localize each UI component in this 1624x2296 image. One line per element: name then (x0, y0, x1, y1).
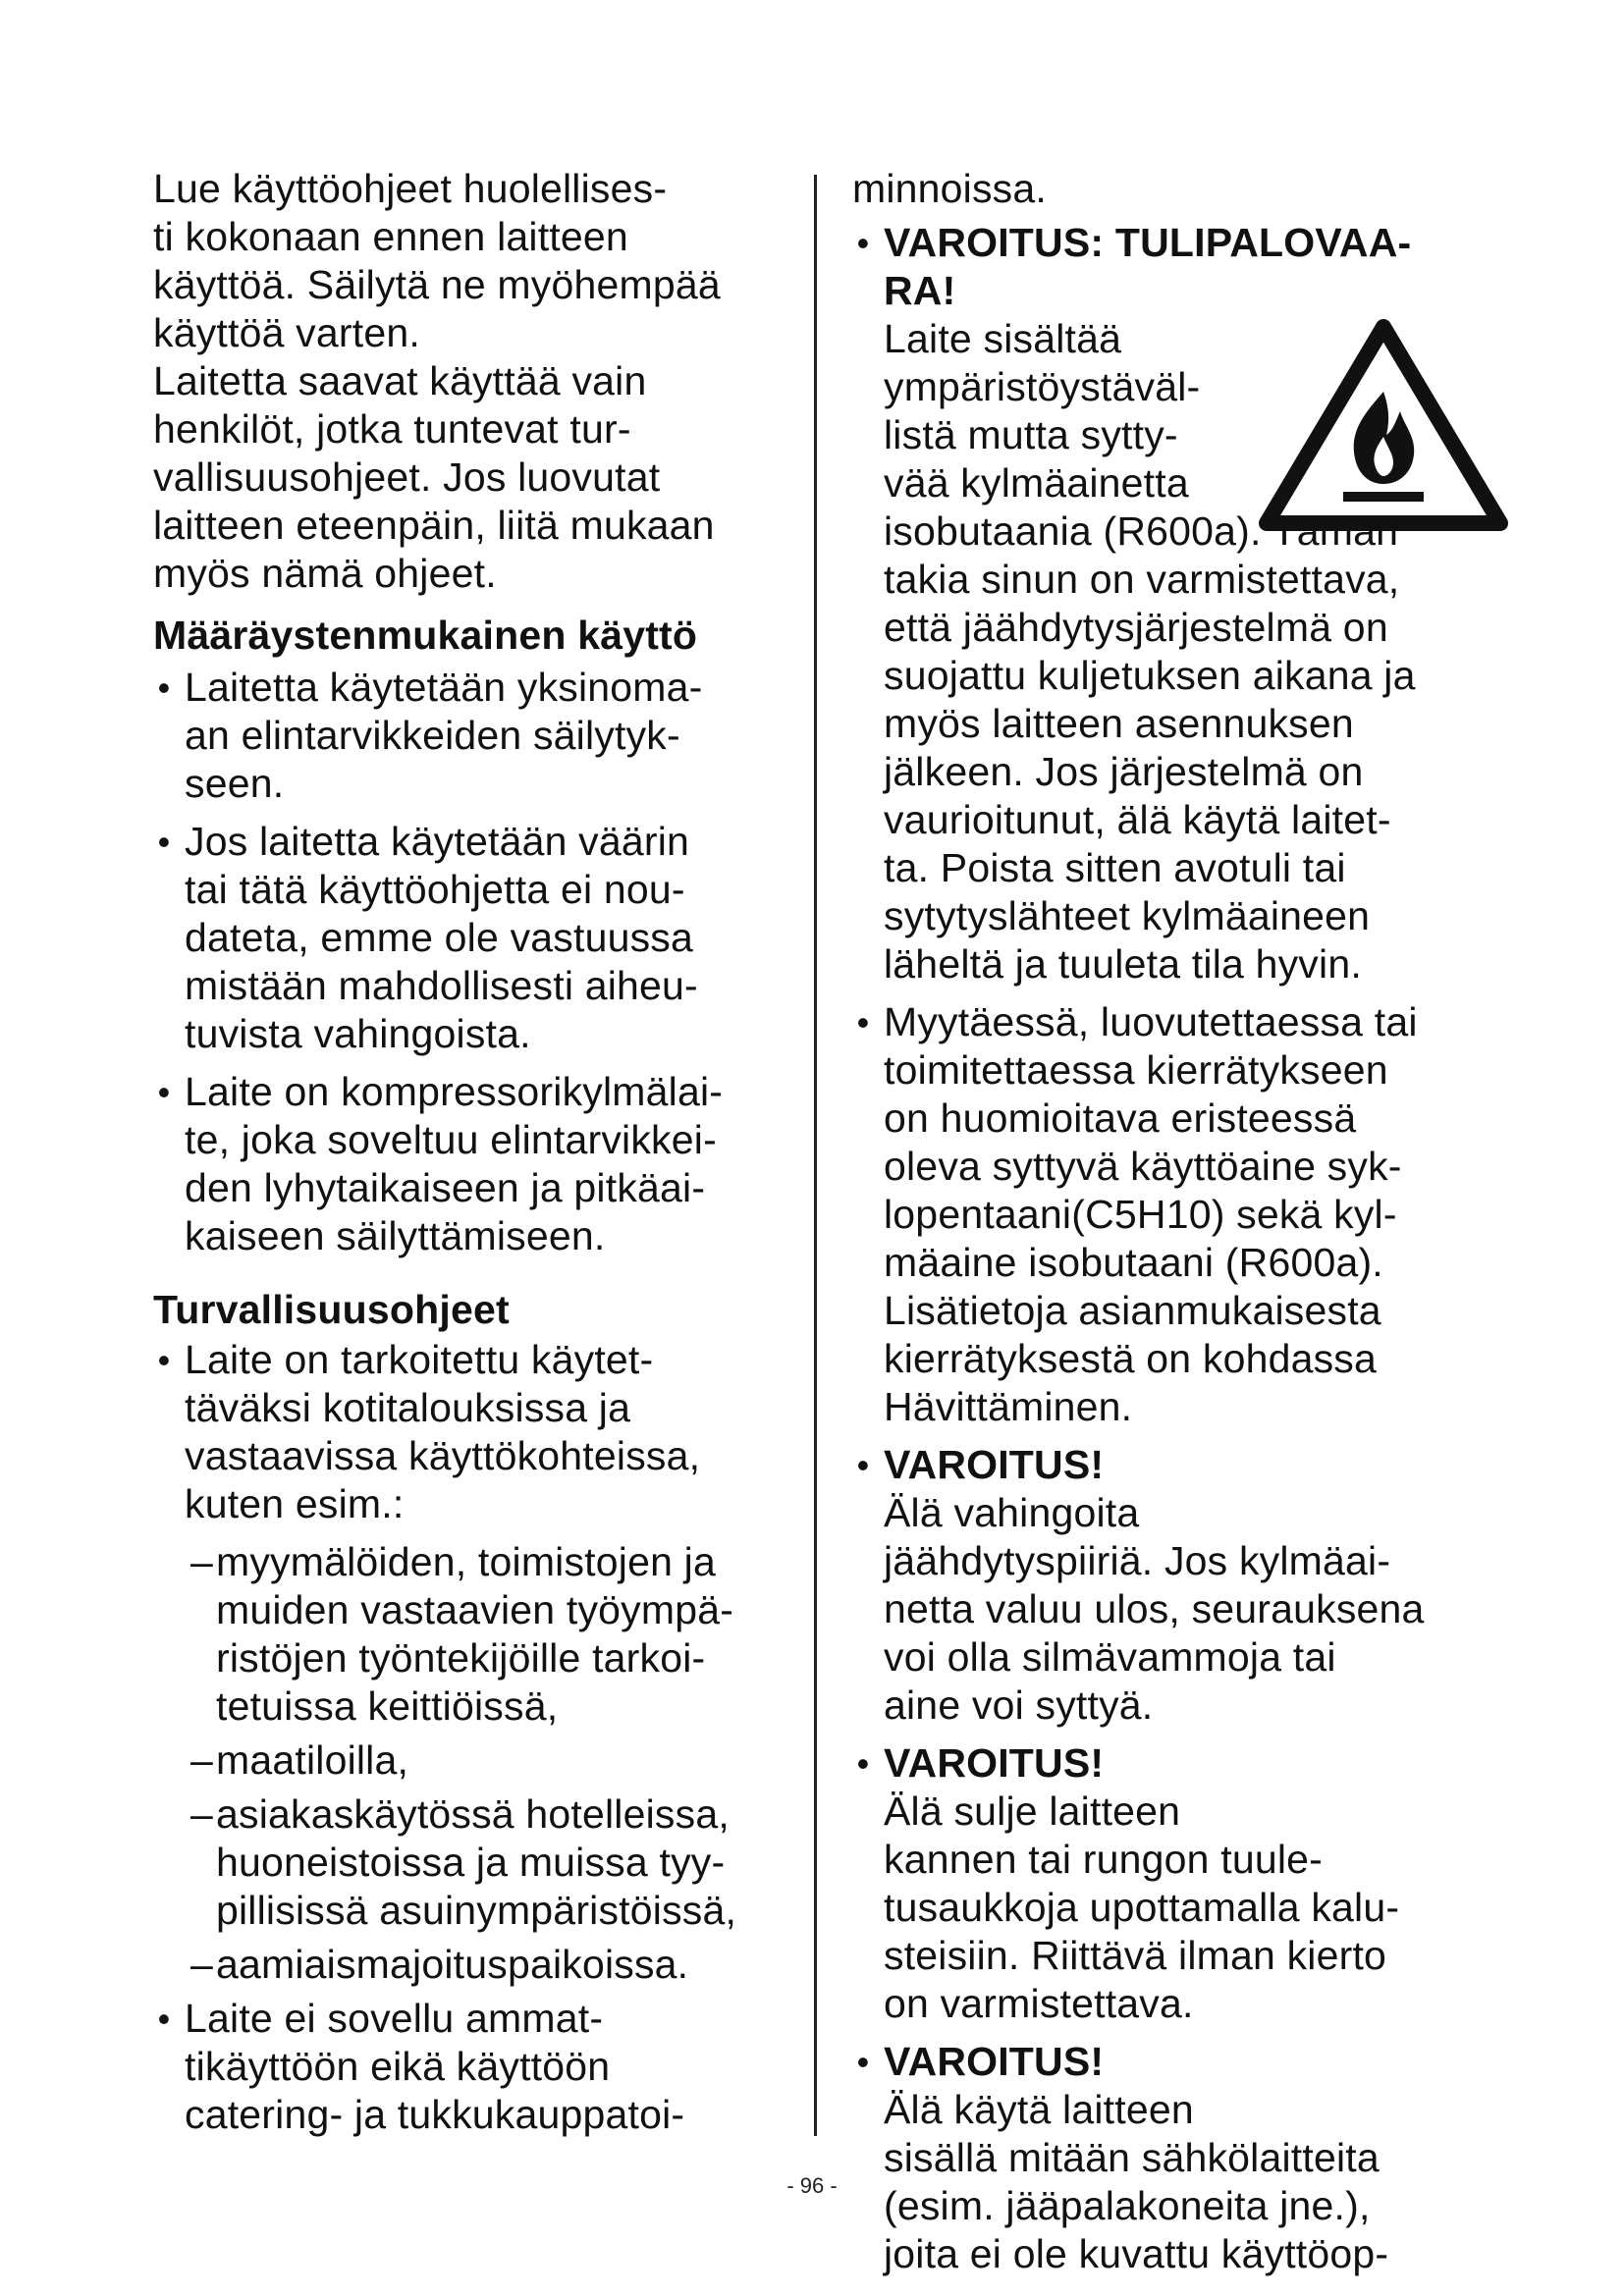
text-line: että jäähdytysjärjestelmä on (884, 605, 1388, 650)
text-line: myös nämä ohjeet. (153, 551, 497, 596)
dash-marker-icon: – (190, 1539, 214, 1584)
text-line: Laite on tarkoitettu käytet- (185, 1337, 654, 1382)
dash-marker-icon: – (190, 1942, 214, 1987)
section-heading-intended-use: Määräystenmukainen käyttö (153, 613, 698, 658)
bullet-item (153, 664, 782, 808)
dash-marker-icon: – (190, 1737, 214, 1783)
text-line: kaiseen säilyttämiseen. (185, 1213, 606, 1258)
text-line: te, joka soveltuu elintarvikkei- (185, 1117, 717, 1162)
text-line: kannen tai rungon tuule- (884, 1837, 1324, 1882)
text-line: jäähdytyspiiriä. Jos kylmäai- (884, 1538, 1391, 1583)
text-line: joita ei ole kuvattu käyttöop- (884, 2231, 1389, 2276)
warning-item (852, 2038, 1490, 2278)
text-line: suojattu kuljetuksen aikana ja (884, 653, 1416, 698)
bullet-dot-icon: • (157, 1072, 171, 1112)
dash-list-item (153, 1790, 782, 1935)
bullet-dot-icon: • (157, 822, 171, 862)
text-line: steisiin. Riittävä ilman kierto (884, 1933, 1387, 1978)
text-line: aine voi syttyä. (884, 1682, 1154, 1728)
continued-text (852, 165, 1490, 213)
text-line: netta valuu ulos, seurauksena (884, 1586, 1425, 1631)
left-column (153, 165, 782, 2149)
text-line: mistään mahdollisesti aiheu- (185, 963, 698, 1008)
text-line: voi olla silmävammoja tai (884, 1634, 1336, 1680)
text-line: tuvista vahingoista. (185, 1011, 531, 1056)
text-line: minnoissa. (852, 166, 1047, 211)
text-line: Laite on kompressorikylmälai- (185, 1069, 724, 1114)
warning-text: Älä sulje laitteen (884, 1789, 1181, 1834)
page-number: - 96 - (786, 2173, 838, 2198)
text-line: oleva syttyvä käyttöaine syk- (884, 1144, 1402, 1189)
text-line: Laitetta käytetään yksinoma- (185, 665, 703, 710)
text-line: maatiloilla, (216, 1737, 409, 1783)
text-line: myymälöiden, toimistojen ja (216, 1539, 716, 1584)
bullet-item (153, 1995, 782, 2139)
bullet-dot-icon: • (856, 1743, 870, 1784)
bullet-item (153, 1068, 782, 1260)
text-line: an elintarvikkeiden säilytyk- (185, 713, 680, 758)
text-line: vaurioitunut, älä käytä laitet- (884, 797, 1391, 842)
bullet-item (153, 818, 782, 1058)
bullet-dot-icon: • (856, 223, 870, 263)
text-line: dateta, emme ole vastuussa (185, 915, 693, 960)
text-line: ta. Poista sitten avotuli tai (884, 845, 1346, 890)
warning-item (852, 1441, 1490, 1730)
text-line: henkilöt, jotka tuntevat tur- (153, 406, 631, 452)
text-line: seen. (185, 761, 285, 806)
warning-first-line (884, 1739, 1490, 1836)
text-line: takia sinun on varmistettava, (884, 557, 1400, 602)
bullet-dot-icon: • (856, 1445, 870, 1485)
text-line: mäaine isobutaani (R600a). (884, 1240, 1383, 1285)
text-line: isobutaania (R600a). Tämän (884, 508, 1399, 554)
text-line: Lisätietoja asianmukaisesta (884, 1288, 1381, 1333)
recycling-note-item (852, 998, 1490, 1431)
warning-title-line: RA! (884, 268, 956, 313)
text-line: jälkeen. Jos järjestelmä on (884, 749, 1364, 794)
text-line: Myytäessä, luovutettaessa tai (884, 999, 1418, 1044)
text-line: Laitetta saavat käyttää vain (153, 358, 647, 403)
text-line: aamiaismajoituspaikoissa. (216, 1942, 689, 1987)
text-line: tai tätä käyttöohjetta ei nou- (185, 867, 685, 912)
text-line: tetuissa keittiöissä, (216, 1683, 559, 1729)
text-line: täväksi kotitalouksissa ja (185, 1385, 631, 1430)
text-line: catering- ja tukkukauppatoi- (185, 2092, 685, 2137)
warning-label: VAROITUS! (884, 1442, 1105, 1487)
bullet-dot-icon: • (856, 1002, 870, 1042)
section-heading-safety: Turvallisuusohjeet (153, 1287, 510, 1332)
text-line: den lyhytaikaiseen ja pitkäai- (185, 1165, 706, 1210)
text-line: kuten esim.: (185, 1481, 405, 1526)
text-line: kierrätyksestä on kohdassa (884, 1336, 1378, 1381)
dash-marker-icon: – (190, 1791, 214, 1837)
warning-text: Älä käytä laitteen (884, 2087, 1194, 2132)
bullet-item (153, 1336, 782, 1528)
text-line: Jos laitetta käytetään väärin (185, 819, 690, 864)
text-line: on huomioitava eristeessä (884, 1095, 1357, 1141)
text-line: Hävittäminen. (884, 1384, 1133, 1429)
text-line: (esim. jääpalakoneita jne.), (884, 2183, 1371, 2228)
warning-item (852, 1739, 1490, 2028)
text-line: ristöjen työntekijöille tarkoi- (216, 1635, 706, 1681)
dash-list-item (153, 1736, 782, 1785)
text-line: laitteen eteenpäin, liitä mukaan (153, 503, 715, 548)
text-line: sisällä mitään sähkölaitteita (884, 2135, 1380, 2180)
bullet-dot-icon: • (856, 2042, 870, 2082)
dash-list-item (153, 1941, 782, 1989)
warning-first-line (884, 1441, 1490, 1537)
flammable-warning-icon (1255, 315, 1512, 533)
text-line: pillisissä asuinympäristöissä, (216, 1888, 737, 1933)
text-line: läheltä ja tuuleta tila hyvin. (884, 941, 1362, 987)
text-line: ympäristöystäväl- (884, 364, 1201, 409)
text-line: vastaavissa käyttökohteissa, (185, 1433, 701, 1478)
bullet-dot-icon: • (157, 667, 171, 708)
text-line: Laite ei sovellu ammat- (185, 1996, 604, 2041)
right-column (852, 165, 1490, 2288)
text-line: muiden vastaavien työympä- (216, 1587, 734, 1632)
text-line: käyttöä varten. (153, 310, 420, 355)
warning-text: Älä vahingoita (884, 1490, 1140, 1535)
text-line: myös laitteen asennuksen (884, 701, 1354, 746)
dash-list-item (153, 1538, 782, 1731)
text-line: Lue käyttöohjeet huolellises- (153, 166, 668, 211)
fire-warning-item (852, 219, 1490, 988)
text-line: toimitettaessa kierrätykseen (884, 1047, 1388, 1093)
warning-first-line (884, 2038, 1490, 2134)
text-line: asiakaskäytössä hotelleissa, (216, 1791, 730, 1837)
text-line: tusaukkoja upottamalla kalu- (884, 1885, 1400, 1930)
text-line: on varmistettava. (884, 1981, 1194, 2026)
text-line: lopentaani(C5H10) sekä kyl- (884, 1192, 1397, 1237)
intro-paragraph (153, 165, 782, 598)
text-line: sytytyslähteet kylmäaineen (884, 893, 1371, 938)
text-line: Laite sisältää (884, 316, 1122, 361)
text-line: ti kokonaan ennen laitteen (153, 214, 628, 259)
text-line: listä mutta sytty- (884, 412, 1178, 457)
text-line: käyttöä. Säilytä ne myöhempää (153, 262, 721, 307)
text-line: vallisuusohjeet. Jos luovutat (153, 454, 661, 500)
warning-label: VAROITUS! (884, 1740, 1105, 1786)
text-line: tikäyttöön eikä käyttöön (185, 2044, 611, 2089)
warning-label: VAROITUS! (884, 2039, 1105, 2084)
column-divider (814, 175, 817, 2136)
text-line: vää kylmäainetta (884, 460, 1189, 506)
bullet-dot-icon: • (157, 1340, 171, 1380)
warning-title-line: VAROITUS: TULIPALOVAA- (884, 220, 1412, 265)
text-line: huoneistoissa ja muissa tyy- (216, 1840, 726, 1885)
bullet-dot-icon: • (157, 1999, 171, 2039)
